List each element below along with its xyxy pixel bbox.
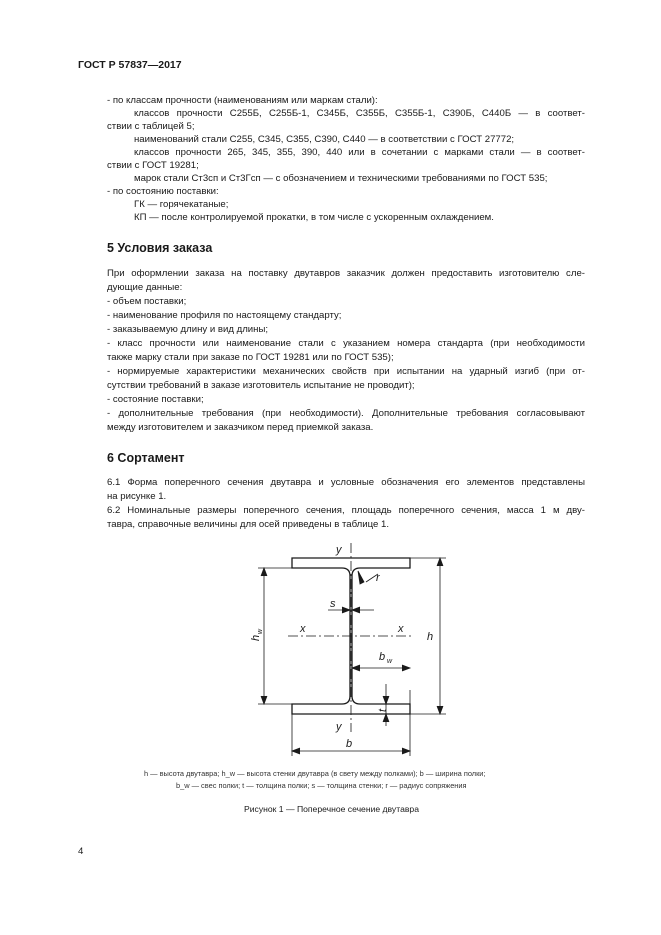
text-line: 6.1 Форма поперечного сечения двутавра и условные обозначения его элементов представлены: [107, 477, 585, 488]
text-line: КП — после контролируемой прокатки, в том числе с ускоренным охлаждением.: [134, 212, 494, 223]
text-line: - заказываемую длину и вид длины;: [107, 324, 269, 335]
label-x-left: x: [300, 623, 306, 635]
text-line: ГК — горячекатаные;: [134, 199, 229, 210]
label-h: h: [427, 631, 434, 643]
label-s: s: [330, 598, 336, 610]
label-y-top: y: [336, 544, 342, 556]
text-line: 6.2 Номинальные размеры поперечного сечения, площадь поперечного сечения, масса 1 м дву-: [107, 505, 585, 516]
label-r: r: [376, 572, 380, 584]
text-line: на рисунке 1.: [107, 491, 167, 502]
text-line: также марку стали при заказе по ГОСТ 19281 или по ГОСТ 535);: [107, 352, 394, 363]
text-line: тавра, справочные величины для осей приведены в таблице 1.: [107, 519, 390, 530]
label-hw: h: [250, 634, 262, 641]
text-line: - объем поставки;: [107, 296, 187, 307]
label-hw-sub: w: [257, 628, 264, 634]
text-line: - дополнительные требования (при необходимости). Дополнительные требования согласовывают: [107, 408, 585, 419]
text-line: - класс прочности или наименование стали с указанием номера стандарта (при необходимости: [107, 338, 585, 349]
text-line: ствии с таблицей 5;: [107, 121, 195, 132]
section-6-title: 6 Сортамент: [107, 451, 185, 465]
text-line: наименований стали С255, С345, С355, С390, С440 — в соответствии с ГОСТ 27772;: [134, 134, 515, 145]
label-y-bottom: y: [336, 721, 342, 733]
label-bw: b: [379, 651, 386, 663]
text-line: классов прочности 265, 345, 355, 390, 440 или в сочетании с марками стали — в соответ-: [134, 147, 585, 158]
figure-caption: Рисунок 1 — Поперечное сечение двутавра: [244, 804, 419, 814]
text-line: ствии с ГОСТ 19281;: [107, 160, 199, 171]
label-x-right: x: [398, 623, 404, 635]
text-line: При оформлении заказа на поставку двутавров заказчик должен предоставить изготовителю сле-: [107, 268, 585, 279]
document-header: ГОСТ Р 57837—2017: [78, 59, 182, 71]
figure-legend-line-1: h — высота двутавра; h_w — высота стенки двутавра (в свету между полками); b — ширина полки;: [144, 769, 486, 778]
figure-legend-line-2: b_w — свес полки; t — толщина полки; s — толщина стенки; r — радиус сопряжения: [176, 781, 467, 790]
text-line: между изготовителем и заказчиком перед приемкой заказа.: [107, 422, 374, 433]
text-line: - по состоянию поставки:: [107, 186, 219, 197]
label-bw-sub: w: [387, 658, 393, 665]
text-line: - наименование профиля по настоящему стандарту;: [107, 310, 342, 321]
text-line: - по классам прочности (наименованиям или маркам стали):: [107, 95, 378, 106]
text-line: - нормируемые характеристики механических свойств при испытании на ударный изгиб (при от-: [107, 366, 585, 377]
text-line: дующие данные:: [107, 282, 183, 293]
text-line: сутствии требований в заказе изготовитель испытание не проводит);: [107, 380, 415, 391]
label-t: t: [377, 708, 389, 712]
page-number: 4: [78, 846, 84, 857]
text-line: марок стали Ст3сп и Ст3Гсп — с обозначением и техническими требованиями по ГОСТ 535;: [134, 173, 548, 184]
label-b: b: [346, 738, 353, 750]
text-line: классов прочности С255Б, С255Б-1, С345Б, С355Б, С355Б-1, С390Б, С440Б — в соответ-: [134, 108, 585, 119]
section-5-title: 5 Условия заказа: [107, 241, 213, 255]
text-line: - состояние поставки;: [107, 394, 204, 405]
